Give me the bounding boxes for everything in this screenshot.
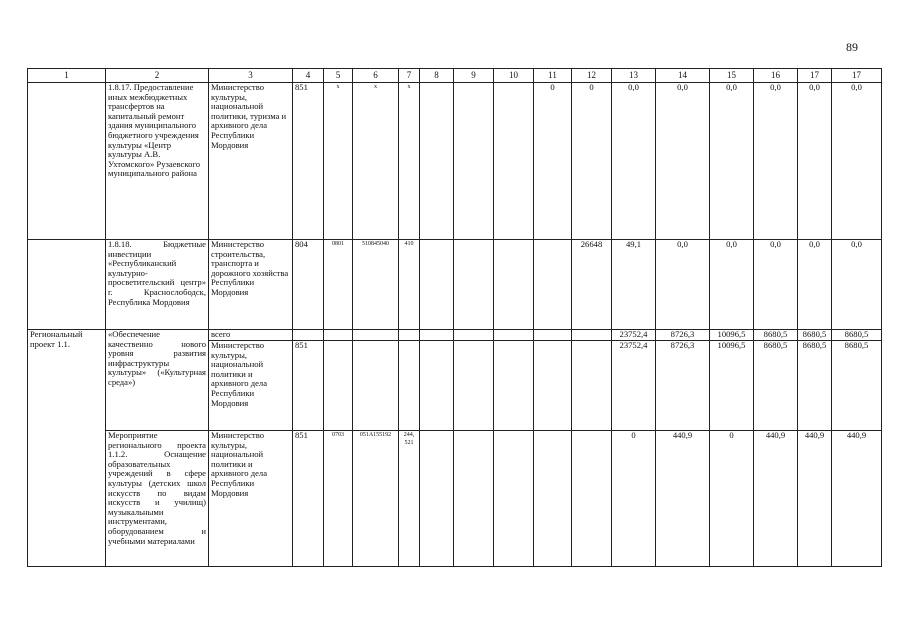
column-header: 1	[28, 69, 106, 83]
cell-grbs: 851	[293, 341, 324, 431]
cell-event-name: 1.8.17. Предоставление иных межбюджетных трансфертов на капитальный ремонт здания муниципального бюджетного учреждения культуры «Центр культуры А.В. Ухтомского» Рузаевского муниципального района	[106, 83, 209, 240]
column-header: 2	[106, 69, 209, 83]
cell-col16: 0,0	[754, 83, 798, 240]
cell-grbs: 851	[293, 83, 324, 240]
cell-col11	[534, 240, 572, 330]
cell-csr: 510845040	[353, 240, 399, 330]
cell-col8	[420, 431, 454, 567]
column-header: 4	[293, 69, 324, 83]
cell-col14: 8726,3	[656, 341, 710, 431]
table-row	[28, 240, 882, 330]
cell-col13: 0	[612, 431, 656, 567]
cell-vr: 410	[399, 240, 420, 330]
cell-col8	[420, 240, 454, 330]
cell-executor: Министерство культуры, национальной политики, туризма и архивного дела Республики Мордовия	[209, 83, 293, 240]
cell-col11	[534, 431, 572, 567]
cell-col15: 10096,5	[710, 341, 754, 431]
cell-col9	[454, 431, 494, 567]
cell-col17b: 0,0	[832, 240, 882, 330]
cell-executor: всего	[209, 330, 293, 341]
cell-col12	[572, 330, 612, 341]
cell-col17a: 0,0	[798, 83, 832, 240]
column-header: 7	[399, 69, 420, 83]
cell-col12: 0	[572, 83, 612, 240]
cell-col17a: 8680,5	[798, 341, 832, 431]
column-header: 15	[710, 69, 754, 83]
cell-col13: 49,1	[612, 240, 656, 330]
column-header: 16	[754, 69, 798, 83]
cell-program	[28, 240, 106, 330]
cell-col10	[494, 240, 534, 330]
cell-col17a: 0,0	[798, 240, 832, 330]
column-header: 14	[656, 69, 710, 83]
cell-col15: 0,0	[710, 83, 754, 240]
cell-col16: 8680,5	[754, 330, 798, 341]
cell-csr	[353, 330, 399, 341]
column-header: 8	[420, 69, 454, 83]
cell-vr: 244, 521	[399, 431, 420, 567]
cell-col11	[534, 341, 572, 431]
table-row	[28, 83, 882, 240]
cell-rzpr: 0801	[324, 240, 353, 330]
cell-col15: 10096,5	[710, 330, 754, 341]
cell-executor: Министерство строительства, транспорта и дорожного хозяйства Республики Мордовия	[209, 240, 293, 330]
cell-vr	[399, 330, 420, 341]
cell-event-name: Мероприятие регионального проекта 1.1.2. Оснащение образовательных учреждений в сфере культуры (детских школ искусств по видам искусств и училищ) музыкальными инструментами, оборудованием и учебными материалами	[106, 431, 209, 567]
cell-col14: 440,9	[656, 431, 710, 567]
column-header: 3	[209, 69, 293, 83]
cell-col17b: 8680,5	[832, 341, 882, 431]
cell-col8	[420, 341, 454, 431]
cell-rzpr	[324, 341, 353, 431]
cell-col11	[534, 330, 572, 341]
cell-col10	[494, 341, 534, 431]
cell-col15: 0	[710, 431, 754, 567]
cell-executor: Министерство культуры, национальной политики и архивного дела Республики Мордовия	[209, 431, 293, 567]
cell-col10	[494, 330, 534, 341]
cell-col17a: 8680,5	[798, 330, 832, 341]
cell-grbs: 851	[293, 431, 324, 567]
cell-event-name: «Обеспечение качественно нового уровня развития инфраструктуры культуры» («Культурная среда»)	[106, 330, 209, 431]
cell-executor: Министерство культуры, национальной политики и архивного дела Республики Мордовия	[209, 341, 293, 431]
cell-col11: 0	[534, 83, 572, 240]
budget-table	[27, 68, 882, 567]
cell-event-name: 1.8.18. Бюджетные инвестиции «Республиканский культурно-просветительский центр» г. Краснослободск, Республика Мордовия	[106, 240, 209, 330]
cell-col14: 8726,3	[656, 330, 710, 341]
cell-col8	[420, 330, 454, 341]
cell-col12	[572, 431, 612, 567]
column-header: 6	[353, 69, 399, 83]
cell-csr	[353, 341, 399, 431]
cell-grbs	[293, 330, 324, 341]
cell-col14: 0,0	[656, 240, 710, 330]
column-header: 11	[534, 69, 572, 83]
cell-col8	[420, 83, 454, 240]
cell-col17a: 440,9	[798, 431, 832, 567]
column-header: 5	[324, 69, 353, 83]
column-header: 17	[798, 69, 832, 83]
cell-col13: 0,0	[612, 83, 656, 240]
cell-col12	[572, 341, 612, 431]
cell-col17b: 440,9	[832, 431, 882, 567]
cell-rzpr: x	[324, 83, 353, 240]
table-header-row	[28, 69, 882, 83]
cell-rzpr: 0703	[324, 431, 353, 567]
cell-program	[28, 83, 106, 240]
cell-col9	[454, 341, 494, 431]
cell-col16: 440,9	[754, 431, 798, 567]
cell-rzpr	[324, 330, 353, 341]
cell-col9	[454, 330, 494, 341]
cell-col10	[494, 83, 534, 240]
cell-csr: 051A155192	[353, 431, 399, 567]
column-header: 9	[454, 69, 494, 83]
cell-program: Региональный проект 1.1.	[28, 330, 106, 567]
column-header: 10	[494, 69, 534, 83]
column-header: 17	[832, 69, 882, 83]
cell-csr: x	[353, 83, 399, 240]
cell-col17b: 8680,5	[832, 330, 882, 341]
table-row	[28, 330, 882, 341]
cell-col16: 8680,5	[754, 341, 798, 431]
cell-vr: x	[399, 83, 420, 240]
table-row	[28, 431, 882, 567]
cell-vr	[399, 341, 420, 431]
column-header: 12	[572, 69, 612, 83]
cell-col16: 0,0	[754, 240, 798, 330]
cell-col13: 23752,4	[612, 341, 656, 431]
cell-col10	[494, 431, 534, 567]
cell-col12: 26648	[572, 240, 612, 330]
cell-col15: 0,0	[710, 240, 754, 330]
cell-col13: 23752,4	[612, 330, 656, 341]
cell-col9	[454, 83, 494, 240]
cell-grbs: 804	[293, 240, 324, 330]
cell-col17b: 0,0	[832, 83, 882, 240]
column-header: 13	[612, 69, 656, 83]
cell-col14: 0,0	[656, 83, 710, 240]
cell-col9	[454, 240, 494, 330]
page-number: 89	[846, 40, 858, 54]
